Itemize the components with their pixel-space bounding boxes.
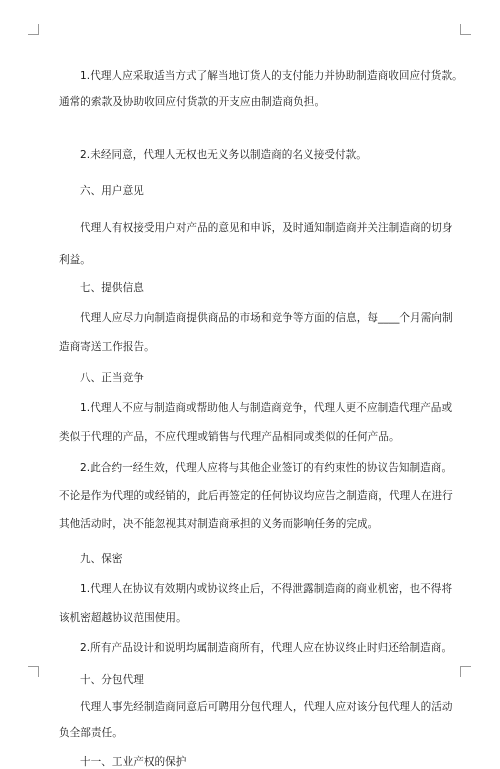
section-heading: 十、分包代理 (80, 674, 144, 686)
crop-mark-top-right (460, 24, 471, 35)
paragraph-line: 类似于代理的产品，不应代理或销售与代理产品相同或类似的任何产品。 (59, 431, 400, 443)
section-heading: 十一、工业产权的保护 (80, 756, 187, 768)
crop-mark-bottom-left (28, 666, 39, 677)
paragraph-line: 造商寄送工作报告。 (59, 341, 155, 353)
paragraph-line: 不论是作为代理的或经销的，此后再签定的任何协议均应告之制造商，代理人在进行 (59, 490, 453, 502)
paragraph-line: 负全部责任。 (59, 727, 123, 739)
section-heading: 八、正当竞争 (80, 372, 144, 384)
paragraph-line: 2.所有产品设计和说明均属制造商所有，代理人应在协议终止时归还给制造商。 (80, 642, 453, 654)
crop-mark-bottom-right (460, 666, 471, 677)
paragraph-line: 2.未经同意，代理人无权也无义务以制造商的名义接受付款。 (80, 149, 367, 161)
paragraph-line: 代理人应尽力向制造商提供商品的市场和竞争等方面的信息，每____个月需向制 (80, 312, 453, 324)
crop-mark-top-left (28, 24, 39, 35)
paragraph-line: 其他活动时，决不能忽视其对制造商承担的义务而影响任务的完成。 (59, 518, 379, 530)
paragraph-line: 该机密超越协议范围使用。 (59, 612, 187, 624)
paragraph-line: 利益。 (59, 254, 91, 266)
paragraph-line: 代理人有权接受用户对产品的意见和申诉，及时通知制造商并关注制造商的切身 (80, 222, 453, 234)
paragraph-line: 1.代理人不应与制造商或帮助他人与制造商竞争，代理人更不应制造代理产品或 (80, 402, 453, 414)
paragraph-line: 1.代理人在协议有效期内或协议终止后，不得泄露制造商的商业机密，也不得将 (80, 583, 453, 595)
section-heading: 九、保密 (80, 553, 123, 565)
paragraph-line: 1.代理人应采取适当方式了解当地订货人的支付能力并协助制造商收回应付货款。 (80, 70, 463, 82)
paragraph-line: 代理人事先经制造商同意后可聘用分包代理人，代理人应对该分包代理人的活动 (80, 701, 453, 713)
paragraph-line: 2.此合约一经生效，代理人应将与其他企业签订的有约束性的协议告知制造商。 (80, 462, 453, 474)
section-heading: 六、用户意见 (80, 185, 144, 197)
section-heading: 七、提供信息 (80, 282, 144, 294)
paragraph-line: 通常的索款及协助收回应付货款的开支应由制造商负担。 (59, 96, 326, 108)
